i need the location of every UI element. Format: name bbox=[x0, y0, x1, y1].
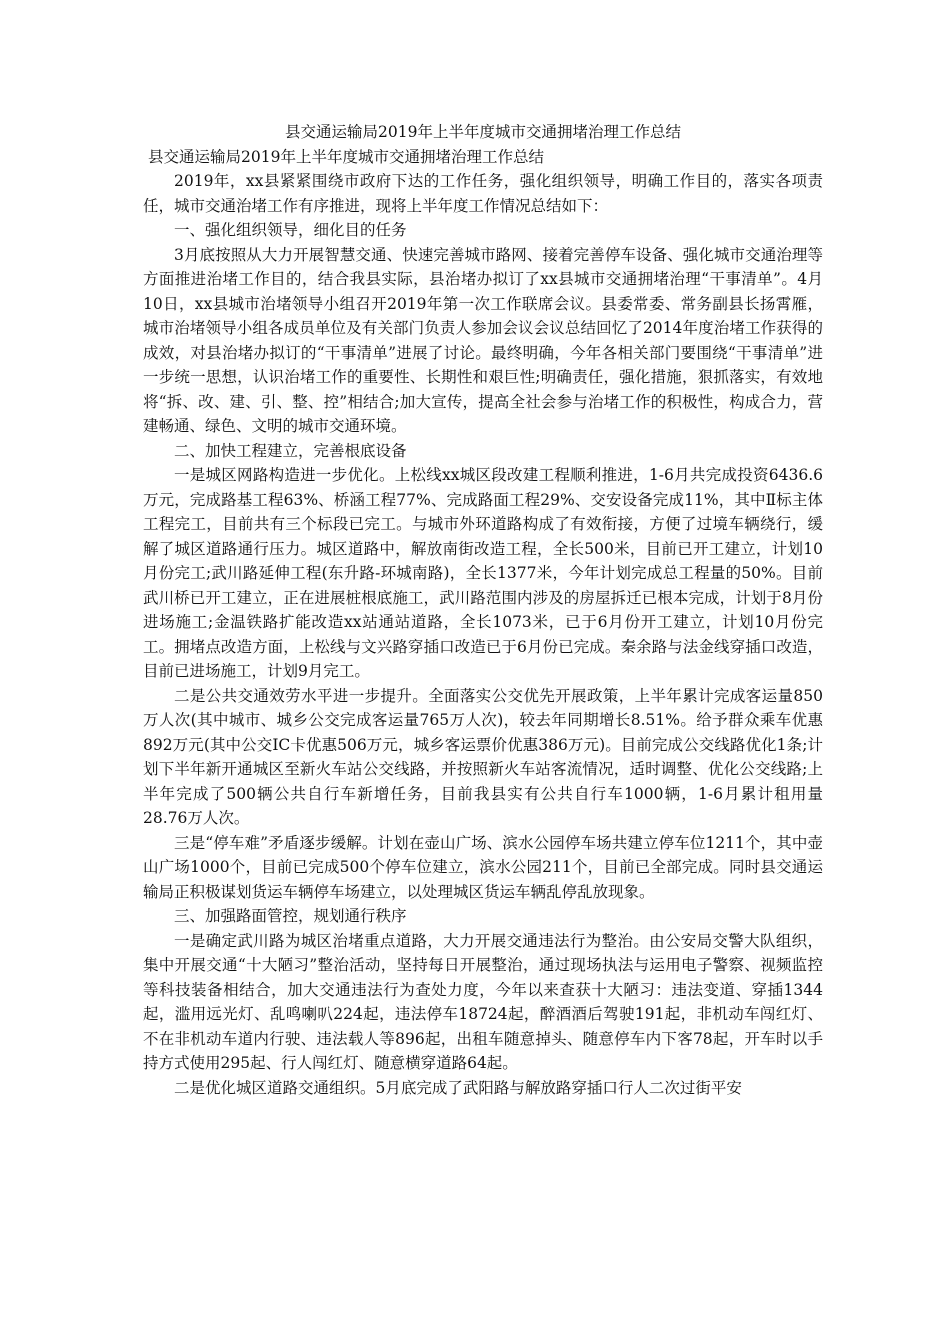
document-subtitle: 县交通运输局2019年上半年度城市交通拥堵治理工作总结 bbox=[148, 147, 544, 166]
intro-paragraph: 2019年，xx县紧紧围绕市政府下达的工作任务，强化组织领导，明确工作目的，落实各项责任，城市交通治堵工作有序推进，现将上半年度工作情况总结如下： bbox=[143, 172, 823, 215]
document-title: 县交通运输局2019年上半年度城市交通拥堵治理工作总结 bbox=[285, 123, 681, 141]
section-2-paragraph-1: 一是城区网路构造进一步优化。上松线xx城区段改建工程顺利推进，1-6月共完成投资6436.6万元，完成路基工程63%、桥涵工程77%、完成路面工程29%、交安设备完成11%，其中Ⅱ标主体工程完工，目前共有三个标段已完工。与城市外环道路构成了有效衔接，方便了过境车辆绕行，缓解了城区道路通行压力。城区道路中，解放南街改造工程，全长500米，目前已开工建立，计划10月份完工;武川路延伸工程(东升路-环城南路)，全长1377米，今年计划完成总工程量的50%。目前武川桥已开工建立，正在进展桩根底施工，武川路范围内涉及的房屋拆迁已根本完成，计划于8月份进场施工;金温铁路扩能改造xx站通站道路，全长1073米，已于6月份开工建立，计划10月份完工。拥堵点改造方面，上松线与文兴路穿插口改造已于6月份已完成。秦余路与法金线穿插口改造，目前已进场施工，计划9月完工。 bbox=[143, 466, 823, 680]
section-2-paragraph-3: 三是“停车难”矛盾逐步缓解。计划在壶山广场、滨水公园停车场共建立停车位1211个，其中壶山广场1000个，目前已完成500个停车位建立，滨水公园211个，目前已全部完成。同时县交通运输局正积极谋划货运车辆停车场建立，以处理城区货运车辆乱停乱放现象。 bbox=[143, 833, 823, 901]
section-1-paragraph-1: 3月底按照从大力开展智慧交通、快速完善城市路网、接着完善停车设备、强化城市交通治理等方面推进治堵工作目的，结合我县实际，县治堵办拟订了xx县城市交通拥堵治理“干事清单”。4月10日，xx县城市治堵领导小组召开2019年第一次工作联席会议。县委常委、常务副县长扬霄雁，城市治堵领导小组各成员单位及有关部门负责人参加会议会议总结回忆了2014年度治堵工作获得的成效，对县治堵办拟订的“干事清单”进展了讨论。最终明确，今年各相关部门要围绕“干事清单”进一步统一思想，认识治堵工作的重要性、长期性和艰巨性;明确责任，强化措施，狠抓落实，有效地将“拆、改、建、引、整、控”相结合;加大宣传，提高全社会参与治堵工作的积极性，构成合力，营建畅通、绿色、文明的城市交通环境。 bbox=[143, 245, 823, 435]
section-1-heading: 一、强化组织领导，细化目的任务 bbox=[174, 221, 407, 239]
section-3-paragraph-1: 一是确定武川路为城区治堵重点道路，大力开展交通违法行为整治。由公安局交警大队组织，集中开展交通“十大陋习”整治活动，坚持每日开展整治，通过现场执法与运用电子警察、视频监控等科技装备相结合，加大交通违法行为查处力度，今年以来查获十大陋习：违法变道、穿插1344起，滥用远光灯、乱鸣喇叭224起，违法停车18724起，醉酒酒后驾驶191起，非机动车闯红灯、不在非机动车道内行驶、违法载人等896起，出租车随意掉头、随意停车内下客78起，开车时以手持方式使用295起、行人闯红灯、随意横穿道路64起。 bbox=[143, 931, 823, 1072]
document-page bbox=[143, 120, 823, 1100]
section-3-heading: 三、加强路面管控，规划通行秩序 bbox=[174, 907, 407, 925]
section-2-heading: 二、加快工程建立，完善根底设备 bbox=[174, 441, 407, 460]
section-3-paragraph-2: 二是优化城区道路交通组织。5月底完成了武阳路与解放路穿插口行人二次过街平安 bbox=[174, 1078, 742, 1097]
section-2-paragraph-2: 二是公共交通效劳水平进一步提升。全面落实公交优先开展政策，上半年累计完成客运量850万人次(其中城市、城乡公交完成客运量765万人次)，较去年同期增长8.51%。给予群众乘车优惠892万元(其中公交IC卡优惠506万元，城乡客运票价优惠386万元)。目前完成公交线路优化1条;计划下半年新开通城区至新火车站公交线路，并按照新火车站客流情况，适时调整、优化公交线路;上半年完成了500辆公共自行车新增任务，目前我县实有公共自行车1000辆，1-6月累计租用量28.76万人次。 bbox=[143, 686, 823, 827]
